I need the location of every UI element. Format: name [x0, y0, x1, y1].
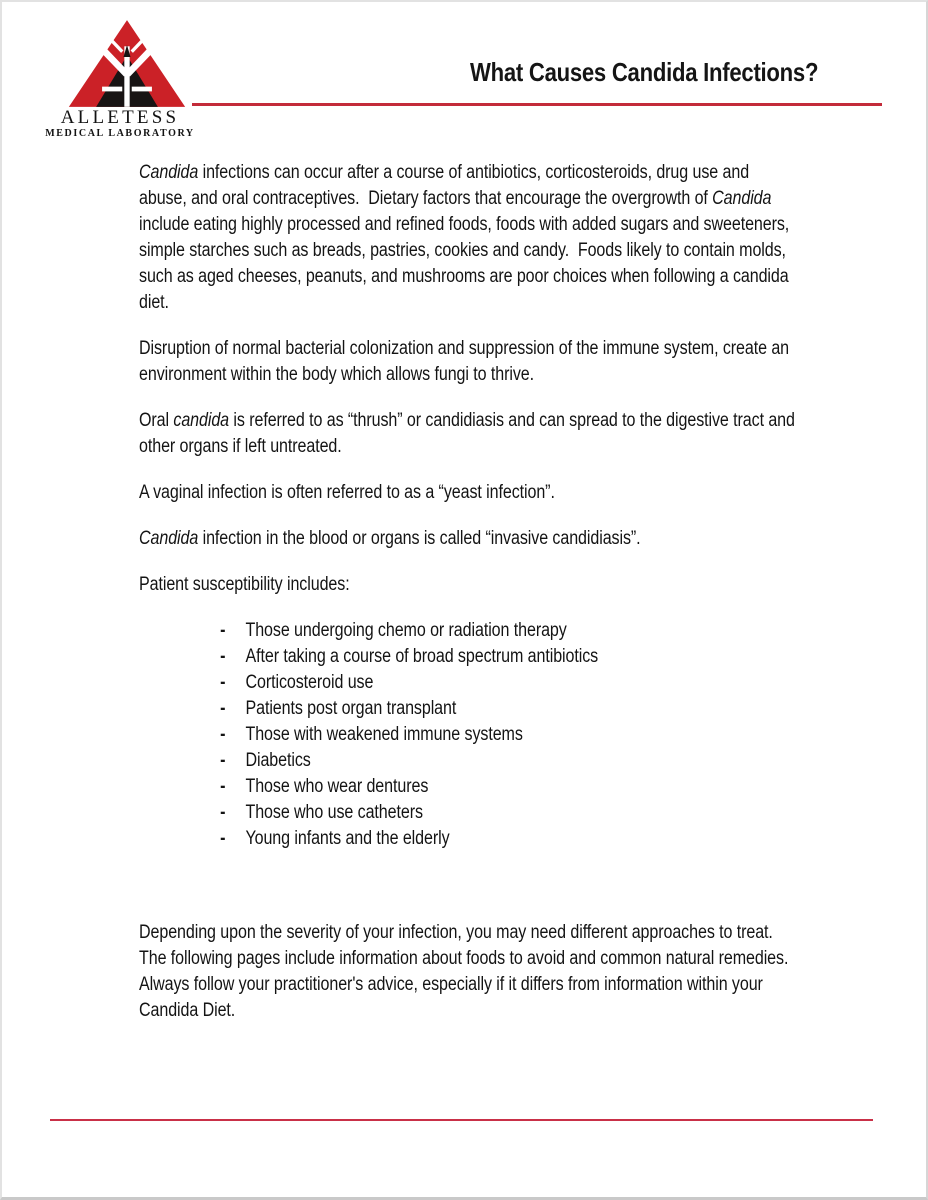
list-item-text: Patients post organ transplant — [245, 698, 457, 719]
text-segment: Patient susceptibility includes: — [139, 574, 350, 595]
list-item — [220, 774, 797, 800]
text-segment: Disruption of normal bacterial colonization and suppression of the immune system, create an environment within the body which allows fungi to thrive. — [139, 338, 794, 385]
paragraph-disruption — [139, 336, 797, 388]
paragraph-susceptibility-heading — [139, 572, 797, 598]
dash-marker: - — [220, 698, 226, 719]
text-segment: is referred to as “thrush” or candidiasis and can spread to the digestive tract and other organs if left untreated. — [139, 410, 800, 457]
text-segment: Candida — [712, 188, 772, 209]
brand-name: ALLETESS — [60, 107, 180, 128]
text-segment: infections can occur after a course of antibiotics, corticosteroids, drug use and abuse, and oral contraceptives. Dietary factors that encourage the overgrowth of — [139, 162, 754, 209]
list-item — [220, 826, 797, 852]
paragraph-oral-candida — [139, 408, 800, 460]
header-rule-divider — [192, 103, 882, 106]
document-body — [139, 160, 800, 1024]
dash-marker: - — [220, 724, 226, 745]
text-segment: Oral — [139, 410, 174, 431]
dash-marker: - — [220, 646, 226, 667]
dash-marker: - — [220, 776, 226, 797]
dash-marker: - — [220, 828, 226, 849]
text-segment: Depending upon the severity of your infection, you may need different approaches to treat. The following pages include information about foods to avoid and common natural remedies. Always follow your practitioner's advice, especially if it differs from information within your Candida Diet. — [139, 922, 797, 1021]
text-segment: Candida — [139, 162, 199, 183]
dash-marker: - — [220, 802, 226, 823]
dash-marker: - — [220, 620, 226, 641]
list-item-text: Those who use catheters — [245, 802, 423, 823]
page-title: What Causes Candida Infections? — [470, 57, 819, 87]
paragraph-intro — [139, 160, 797, 316]
list-item — [220, 696, 797, 722]
list-item — [220, 722, 797, 748]
list-item-text: Young infants and the elderly — [245, 828, 450, 849]
paragraph-closing — [139, 920, 797, 1024]
text-segment: infection in the blood or organs is called “invasive candidiasis”. — [198, 528, 641, 549]
dash-marker: - — [220, 672, 226, 693]
text-segment: A vaginal infection is often referred to as a “yeast infection”. — [139, 482, 555, 503]
list-item — [220, 618, 797, 644]
susceptibility-list — [139, 618, 797, 852]
dash-marker: - — [220, 750, 226, 771]
alletess-antibody-logo-icon — [67, 19, 187, 108]
list-item-text: Corticosteroid use — [245, 672, 374, 693]
list-item — [220, 748, 797, 774]
list-item — [220, 800, 797, 826]
list-item — [220, 670, 797, 696]
list-item-text: Diabetics — [245, 750, 311, 771]
list-item-text: Those undergoing chemo or radiation therapy — [245, 620, 567, 641]
text-segment: include eating highly processed and refined foods, foods with added sugars and sweeteners, simple starches such as breads, pastries, cookies and candy. Foods likely to contain molds, such as aged cheeses, peanuts, and mushrooms are poor choices when following a candida diet. — [139, 188, 794, 313]
list-item-text: Those who wear dentures — [245, 776, 429, 797]
list-item-text: After taking a course of broad spectrum antibiotics — [245, 646, 599, 667]
list-item-text: Those with weakened immune systems — [245, 724, 523, 745]
paragraph-invasive-candidiasis — [139, 526, 797, 552]
footer-rule-divider — [50, 1119, 873, 1121]
text-segment: candida — [173, 410, 230, 431]
paragraph-vaginal-infection — [139, 480, 797, 506]
brand-tagline: MEDICAL LABORATORY — [45, 128, 195, 139]
text-segment: Candida — [139, 528, 199, 549]
list-item — [220, 644, 797, 670]
